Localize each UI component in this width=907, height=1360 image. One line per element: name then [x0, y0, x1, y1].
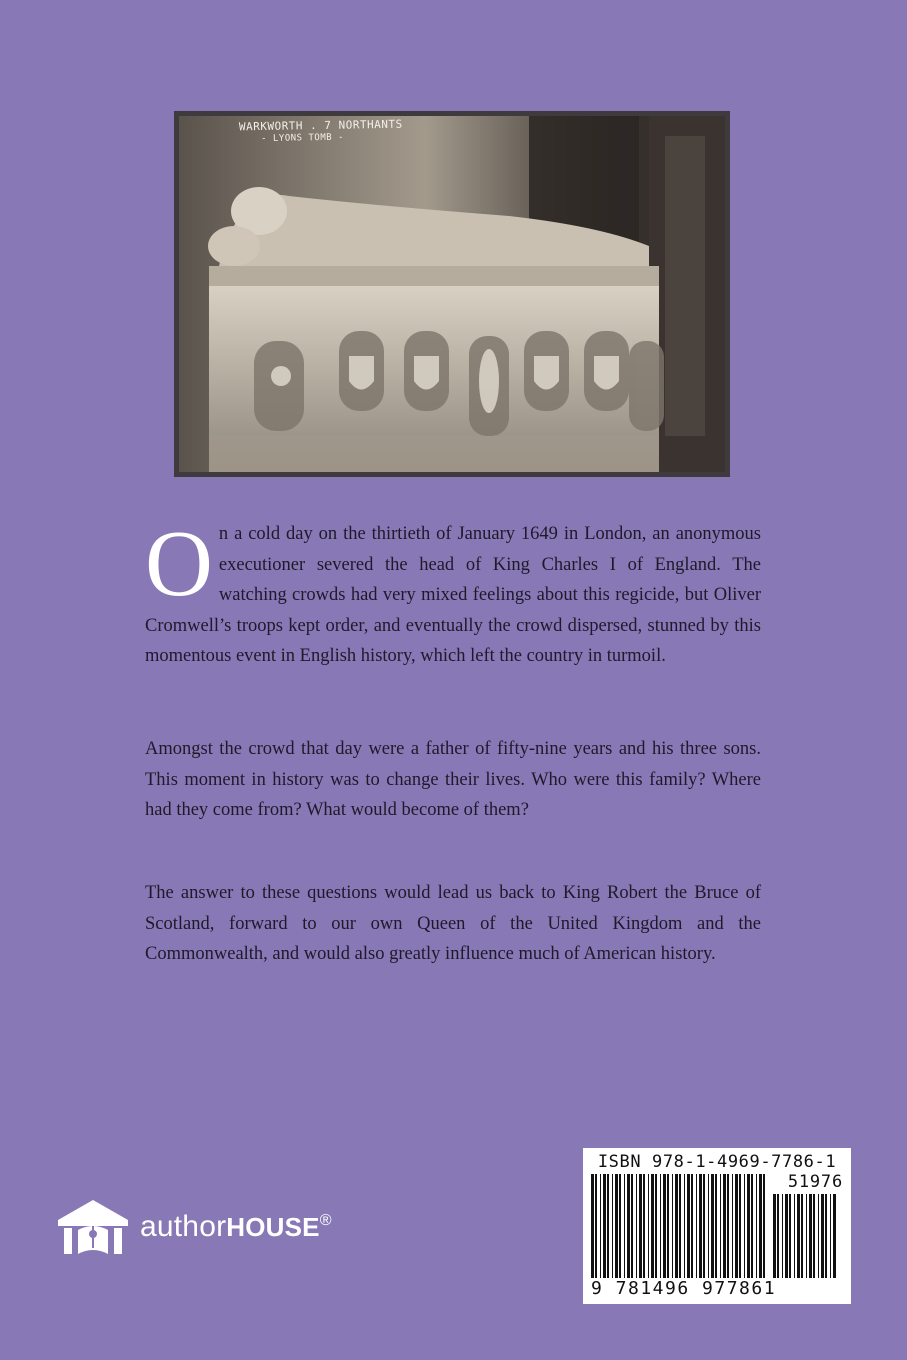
price-code: 51976	[787, 1172, 843, 1192]
blurb-paragraph-3: The answer to these questions would lead us back to King Robert the Bruce of Scotland, forward to our own Queen of the United Kingdom and the Commonwealth, and would also greatly influence much of American history.	[145, 883, 761, 964]
barcode-bar	[660, 1174, 661, 1278]
barcode-bar	[809, 1194, 812, 1278]
barcode-bar	[648, 1174, 649, 1278]
barcode-bar	[600, 1174, 601, 1278]
blurb-paragraph-1	[145, 512, 761, 672]
barcode-digits: 9 781496 977861	[591, 1278, 777, 1299]
photo-caption	[239, 118, 403, 147]
barcode-bar	[684, 1174, 685, 1278]
blurb-paragraph-1-text: n a cold day on the thirtieth of January 1649 in London, an anonymous executioner severed the head of King Charles I of England. The watching crowds had very mixed feelings about this regicide, but Oliver Cromwell’s troops kept order, and eventually the crowd dispersed, stunned by this momentous event in English history, which left the country in turmoil.	[145, 524, 761, 666]
barcode-bar	[739, 1174, 741, 1278]
barcode-bar	[794, 1194, 795, 1278]
barcode-bar	[723, 1174, 726, 1278]
barcode-bar	[744, 1174, 745, 1278]
barcode-bar	[830, 1194, 831, 1278]
barcode-bar	[667, 1174, 669, 1278]
barcode-bar	[627, 1174, 630, 1278]
barcode-bar	[759, 1174, 762, 1278]
barcode-bar	[691, 1174, 693, 1278]
barcode-bar	[603, 1174, 606, 1278]
barcode-bar	[782, 1194, 783, 1278]
barcode-bar	[672, 1174, 673, 1278]
barcode-bar	[773, 1194, 776, 1278]
trademark-symbol: ®	[319, 1212, 332, 1229]
barcode-bar	[699, 1174, 702, 1278]
barcode-bar	[636, 1174, 637, 1278]
barcode-bar	[763, 1174, 765, 1278]
barcode-bar	[663, 1174, 666, 1278]
publisher-name-part1: author	[140, 1210, 227, 1243]
barcode-bar	[651, 1174, 654, 1278]
barcode-bar	[708, 1174, 709, 1278]
publisher-logo	[54, 1196, 332, 1258]
barcode-bar	[624, 1174, 625, 1278]
barcode-bar	[735, 1174, 738, 1278]
barcode-bar	[607, 1174, 609, 1278]
barcode-bar	[696, 1174, 697, 1278]
barcode-bar	[801, 1194, 803, 1278]
cover-photo-frame	[174, 111, 730, 477]
barcode-bar	[777, 1194, 779, 1278]
barcode-bar	[751, 1174, 753, 1278]
barcode-bar	[679, 1174, 681, 1278]
house-book-icon	[54, 1196, 132, 1258]
barcode-bar	[833, 1194, 836, 1278]
barcode-bar	[818, 1194, 819, 1278]
barcode-bar	[612, 1174, 613, 1278]
barcode-bar	[797, 1194, 800, 1278]
barcode-bar	[806, 1194, 807, 1278]
barcode-bar	[591, 1174, 594, 1278]
isbn-barcode	[583, 1148, 851, 1304]
barcode-bar	[747, 1174, 750, 1278]
publisher-name	[140, 1210, 332, 1244]
barcode-bar	[711, 1174, 714, 1278]
barcode-bar	[789, 1194, 791, 1278]
barcode-bar	[727, 1174, 729, 1278]
barcode-bar	[639, 1174, 642, 1278]
barcode-bar	[813, 1194, 815, 1278]
barcode-bar	[720, 1174, 721, 1278]
isbn-label: ISBN 978-1-4969-7786-1	[597, 1152, 837, 1172]
barcode-bar	[655, 1174, 657, 1278]
barcode-bar	[821, 1194, 824, 1278]
barcode-bar	[703, 1174, 705, 1278]
barcode-bar	[756, 1174, 757, 1278]
drop-cap: O	[145, 512, 213, 616]
publisher-name-part2: HOUSE	[226, 1212, 320, 1242]
barcode-bar	[595, 1174, 597, 1278]
barcode-bar	[825, 1194, 827, 1278]
barcode-bar	[631, 1174, 633, 1278]
barcode-bar	[715, 1174, 717, 1278]
photo-caption-line2: - LYONS TOMB -	[261, 132, 345, 145]
barcode-bars	[591, 1174, 767, 1278]
tomb-photograph	[179, 116, 725, 472]
barcode-bar	[732, 1174, 733, 1278]
barcode-bar	[619, 1174, 621, 1278]
barcode-bar	[675, 1174, 678, 1278]
barcode-bar	[687, 1174, 690, 1278]
tomb-illustration	[179, 116, 725, 472]
price-barcode-bars	[773, 1194, 839, 1278]
photo-caption-line1: WARKWORTH . 7 NORTHANTS	[238, 117, 403, 134]
blurb-paragraph-2: Amongst the crowd that day were a father of fifty-nine years and his three sons. This moment in history was to change their lives. Who were this family? Where had they come from? What would become of them?	[145, 739, 761, 820]
barcode-bar	[785, 1194, 788, 1278]
barcode-bar	[643, 1174, 645, 1278]
barcode-bar	[615, 1174, 618, 1278]
